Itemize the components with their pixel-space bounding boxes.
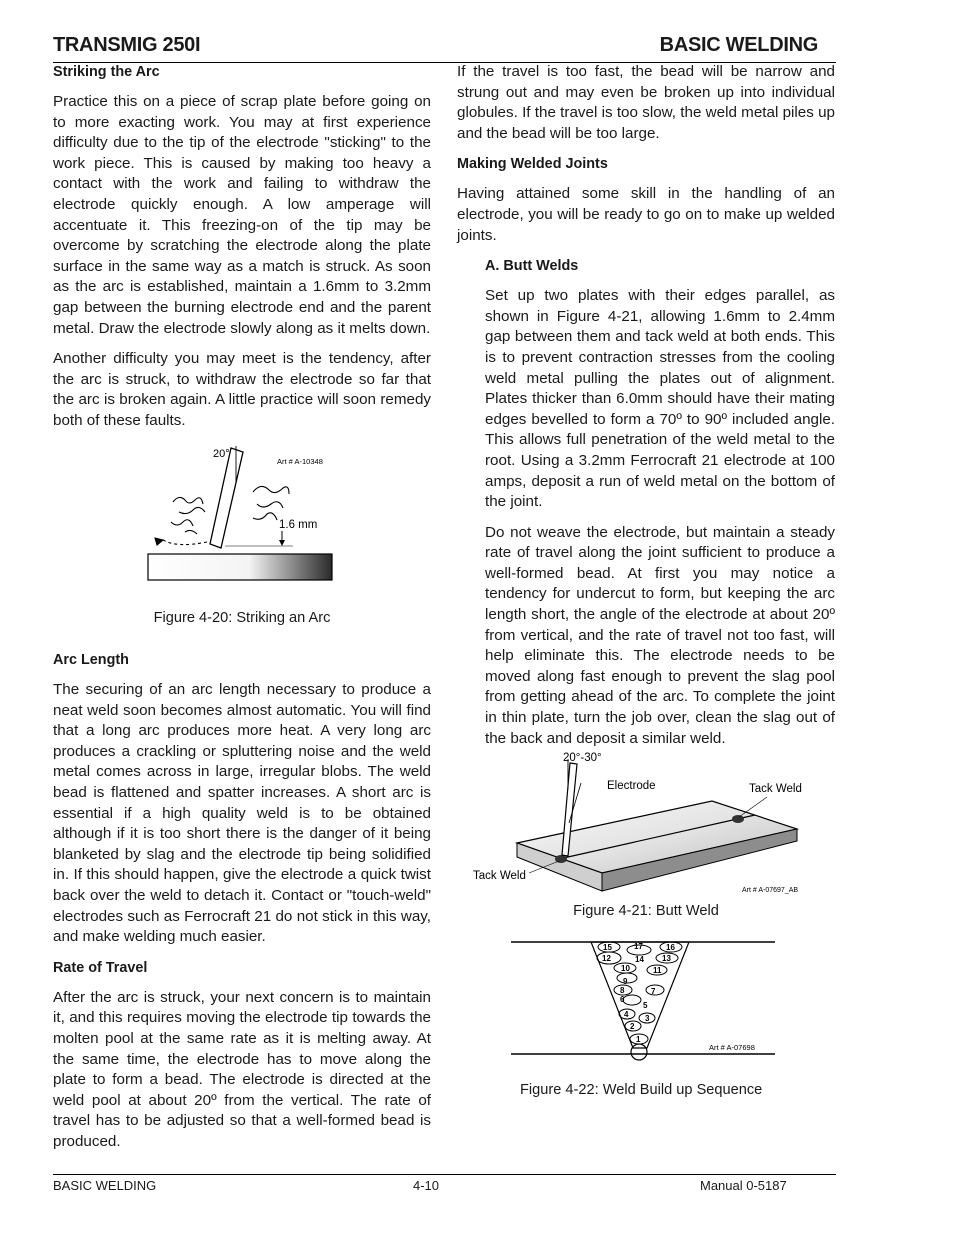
svg-text:10: 10 [621, 963, 630, 973]
header-title-left: TRANSMIG 250I [53, 34, 201, 56]
svg-text:9: 9 [623, 976, 628, 986]
paragraph: After the arc is struck, your next concern is to maintain it, and this requires moving the electrode tip towards the molten pool at the same rate as it is melting away. At the same time, the electrode has to move along the plate to form a bead. The electrode is directed at the weld pool at about 20º from the vertical. The rate of travel has to be adjusted so that a well-formed bead is produced. [53, 988, 431, 1150]
section-title-rate-of-travel: Rate of Travel [53, 959, 148, 976]
section-title-welded-joints: Making Welded Joints [457, 156, 608, 173]
electrode-rod [210, 448, 243, 548]
gap-label: 1.6 mm [279, 518, 318, 531]
figure-4-22 [457, 938, 835, 1068]
paragraph: Do not weave the electrode, but maintain a steady rate of travel along the joint sufficient to produce a well-formed bead. At first you may notice a tendency for undercut to form, but keeping the arc length short, the angle of the electrode at about 20º from vertical, and the rate of travel not too fast, will help eliminate this. The electrode needs to be moved along fast enough to prevent the slag pool from getting ahead of the arc. To complete the joint in thin plate, turn the job over, clean the slag out of the back and deposit a similar weld. [485, 523, 835, 747]
run-numbers [602, 942, 675, 1044]
figure-4-20 [53, 442, 431, 606]
paragraph: Practice this on a piece of scrap plate before going on to more exacting work. You may at first experience difficulty due to the tip of the electrode "sticking" to the work piece. This is caused by making too heavy a contact with the work and failing to withdraw the electrode quickly enough. A low amperage will accentuate it. This freezing-on of the tip may be overcome by scratching the electrode along the plate surface in the same way as a match is struck. As soon as the arc is established, maintain a 1.6mm to 3.2mm gap between the burning electrode end and the parent metal. Draw the electrode slowly along as it melts down. [53, 93, 431, 337]
paragraph: The securing of an arc length necessary to produce a neat weld soon becomes almost automatic. You will find that a long arc produces more heat. A very long arc produces a crackling or spluttering noise and the weld metal comes across in large, irregular blobs. The weld bead is flattened and spatter increases. A short arc is essential if a high quality weld is to be obtained although if it is too short there is the danger of it being blanketed by slag and the electrode tip being solidified in. If this should happen, give the electrode a quick twist back over the weld to detach it. Contact or "touch-weld" electrodes such as Ferrocraft 21 do not stick in this way, and make welding much easier. [53, 681, 431, 946]
svg-text:16: 16 [666, 942, 675, 952]
svg-text:15: 15 [603, 942, 612, 952]
svg-text:17: 17 [634, 941, 643, 951]
electrode-label: Electrode [607, 780, 656, 793]
art-number: Art # A-07697_AB [742, 887, 799, 895]
footer-rule [53, 1174, 836, 1175]
striking-arc-illustration [53, 442, 431, 606]
paragraph: Having attained some skill in the handling of an electrode, you will be ready to go on to make up welded joints. [457, 185, 835, 244]
svg-text:1: 1 [636, 1034, 641, 1044]
art-number: Art # A-10348 [277, 456, 323, 466]
left-column [53, 62, 431, 1163]
svg-text:6: 6 [620, 994, 625, 1004]
figure-caption: Figure 4-21: Butt Weld [573, 903, 719, 920]
section-title-arc-length: Arc Length [53, 652, 129, 669]
work-plate [148, 554, 332, 580]
art-number: Art # A-07698 [709, 1042, 755, 1052]
svg-text:8: 8 [620, 985, 625, 995]
svg-text:14: 14 [635, 954, 644, 964]
tack-weld-label-left: Tack Weld [473, 870, 526, 883]
svg-text:5: 5 [643, 1000, 648, 1010]
footer-right: Manual 0-5187 [700, 1178, 787, 1193]
butt-welds-section [485, 256, 835, 749]
footer-left: BASIC WELDING [53, 1178, 157, 1193]
svg-text:2: 2 [630, 1021, 635, 1031]
right-column [457, 62, 835, 1100]
figure-4-21 [467, 749, 835, 895]
angle-label: 20° [213, 447, 230, 460]
figure-caption: Figure 4-20: Striking an Arc [153, 609, 331, 626]
tack-weld-right [732, 815, 744, 823]
section-title-butt-welds: A. Butt Welds [485, 258, 579, 275]
paragraph: Another difficulty you may meet is the tendency, after the arc is struck, to withdraw the electrode so far that the arc is broken again. A little practice will soon remedy both of these faults. [53, 350, 431, 429]
butt-weld-illustration [467, 749, 835, 895]
svg-text:13: 13 [662, 953, 671, 963]
svg-text:4: 4 [624, 1009, 629, 1019]
paragraph: If the travel is too fast, the bead will be narrow and strung out and may even be broken up into individual globules. If the travel is too slow, the weld metal piles up and the bead will be too large. [457, 63, 835, 142]
svg-text:3: 3 [645, 1013, 650, 1023]
svg-text:7: 7 [651, 986, 656, 996]
svg-text:11: 11 [653, 965, 662, 975]
angle-label: 20°-30° [563, 752, 602, 765]
svg-text:12: 12 [602, 953, 611, 963]
paragraph: Set up two plates with their edges parallel, as shown in Figure 4-21, allowing 1.6mm to 2.4mm gap between them and tack weld at both ends. This is to prevent contraction stresses from the cooling weld metal pulling the plates out of alignment. Plates thicker than 6.0mm should have their mating edges bevelled to form a 70º to 90º included angle. This allows full penetration of the weld metal to the root. Using a 3.2mm Ferrocraft 21 electrode at 100 amps, deposit a run of weld metal on the bottom of the joint. [485, 287, 835, 511]
header-title-right: BASIC WELDING [659, 34, 818, 56]
weld-sequence-illustration [457, 938, 835, 1068]
section-title-striking-arc: Striking the Arc [53, 64, 160, 80]
tack-weld-label-right: Tack Weld [749, 783, 802, 796]
footer-page-number: 4-10 [413, 1178, 440, 1193]
figure-caption: Figure 4-22: Weld Build up Sequence [520, 1081, 763, 1098]
